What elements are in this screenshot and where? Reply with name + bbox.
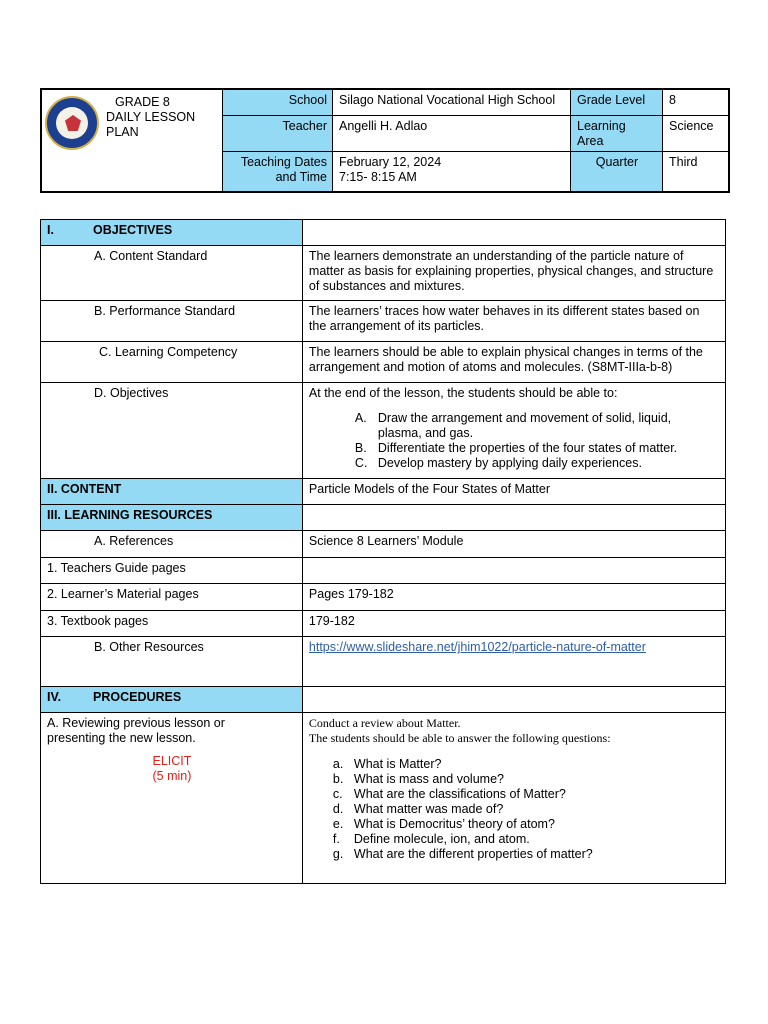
other-resources-link[interactable]: https://www.slideshare.net/jhim1022/particle-nature-of-matter [308, 640, 646, 654]
question-marker: d. [332, 802, 344, 816]
school-value: Silago National Vocational High School [333, 89, 571, 116]
textbook-pages-label: 3. Textbook pages [41, 611, 303, 637]
phase-label: ELICIT [152, 754, 192, 768]
dates-label [223, 152, 333, 192]
objectives-list [309, 411, 679, 471]
area-value: Science [663, 116, 730, 152]
question-marker: a. [332, 757, 344, 771]
procedures-title: PROCEDURES [93, 690, 182, 704]
objective-item [309, 441, 679, 456]
content-standard-label: A. Content Standard [41, 246, 303, 301]
objectives-label: D. Objectives [41, 383, 303, 479]
performance-standard-text: The learners’ traces how water behaves in its different states based on the arrangement of its particles. [302, 301, 725, 342]
lm-pages-label: 2. Learner’s Material pages [41, 584, 303, 611]
content-value: Particle Models of the Four States of Matter [302, 479, 725, 505]
question-text: What are the classifications of Matter? [353, 787, 566, 801]
review-label-line-1: A. Reviewing previous lesson or [47, 716, 225, 730]
phase-time: (5 min) [152, 769, 192, 783]
question-text: Define molecule, ion, and atom. [353, 832, 530, 846]
lesson-plan-table [40, 219, 726, 884]
objective-marker: A. [354, 411, 367, 425]
review-questions-list [309, 757, 720, 862]
question-text: What is mass and volume? [353, 772, 504, 786]
question-marker: g. [332, 847, 344, 861]
question-marker: e. [332, 817, 344, 831]
quarter-value: Third [663, 152, 730, 192]
textbook-pages-value: 179-182 [302, 611, 725, 637]
competency-text: The learners should be able to explain physical changes in terms of the arrangement and motion of atoms and molecules. (S8MT-IIIa-b-8) [302, 342, 725, 383]
review-intro-line-2: The students should be able to answer the following questions: [308, 731, 611, 745]
question-marker: b. [332, 772, 344, 786]
dates-label-line-2: and Time [275, 170, 327, 184]
question-item [309, 817, 720, 832]
grade-label: Grade Level [571, 89, 663, 116]
title-line-2: DAILY LESSON [106, 110, 196, 124]
references-value: Science 8 Learners’ Module [302, 531, 725, 558]
objective-item [309, 456, 679, 471]
dates-label-line-1: Teaching Dates [240, 155, 327, 169]
objective-text: Draw the arrangement and movement of solid, liquid, plasma, and gas. [377, 411, 672, 440]
title-line-3: PLAN [106, 125, 139, 139]
teacher-label: Teacher [223, 116, 333, 152]
question-item [309, 772, 720, 787]
area-label-line-2: Area [577, 134, 604, 148]
question-text: What is Matter? [353, 757, 442, 771]
objective-text: Develop mastery by applying daily experiences. [377, 456, 642, 470]
school-label: School [223, 89, 333, 116]
grade-value: 8 [663, 89, 730, 116]
procedures-num: IV. [47, 690, 62, 704]
other-resources-cell [302, 637, 725, 687]
time-text: 7:15- 8:15 AM [339, 170, 417, 184]
tg-pages-value [302, 558, 725, 584]
resources-heading: III. LEARNING RESOURCES [41, 505, 303, 531]
area-label-line-1: Learning [577, 119, 626, 133]
procedures-heading [41, 687, 303, 713]
objective-item [309, 411, 679, 441]
content-standard-text: The learners demonstrate an understanding of the particle nature of matter as basis for explaining properties, physical changes, and structure of substances and mixtures. [302, 246, 725, 301]
question-item [309, 787, 720, 802]
quarter-label: Quarter [571, 152, 663, 192]
question-text: What is Democritus’ theory of atom? [353, 817, 555, 831]
objective-marker: C. [354, 456, 368, 470]
header-title-cell [41, 89, 223, 192]
objectives-title: OBJECTIVES [93, 223, 173, 237]
review-label-cell [41, 713, 303, 884]
question-text: What matter was made of? [353, 802, 504, 816]
header-table [40, 88, 730, 193]
date-text: February 12, 2024 [339, 155, 442, 169]
area-label [571, 116, 663, 152]
tg-pages-label: 1. Teachers Guide pages [41, 558, 303, 584]
objectives-heading [41, 220, 303, 246]
question-text: What are the different properties of matter? [353, 847, 593, 861]
question-item [309, 847, 720, 862]
objective-marker: B. [354, 441, 367, 455]
objectives-intro: At the end of the lesson, the students should be able to: [308, 386, 618, 400]
references-label: A. References [41, 531, 303, 558]
performance-standard-label: B. Performance Standard [41, 301, 303, 342]
deped-seal-icon [45, 96, 99, 150]
dates-value [333, 152, 571, 192]
resources-heading-empty [302, 505, 725, 531]
competency-label: C. Learning Competency [41, 342, 303, 383]
objective-text: Differentiate the properties of the four states of matter. [377, 441, 678, 455]
review-intro-line-1: Conduct a review about Matter. [308, 716, 461, 730]
doc-title [106, 95, 195, 140]
lm-pages-value: Pages 179-182 [302, 584, 725, 611]
teacher-value: Angelli H. Adlao [333, 116, 571, 152]
objectives-heading-empty [302, 220, 725, 246]
procedures-heading-empty [302, 687, 725, 713]
question-marker: f. [332, 832, 340, 846]
objectives-num: I. [47, 223, 54, 237]
question-marker: c. [332, 787, 343, 801]
review-content-cell [302, 713, 725, 884]
question-item [309, 757, 720, 772]
question-item [309, 802, 720, 817]
other-resources-label: B. Other Resources [41, 637, 303, 687]
question-item [309, 832, 720, 847]
content-heading: II. CONTENT [41, 479, 303, 505]
objectives-cell [302, 383, 725, 479]
title-line-1: GRADE 8 [115, 95, 170, 109]
review-label-line-2: presenting the new lesson. [47, 731, 196, 745]
